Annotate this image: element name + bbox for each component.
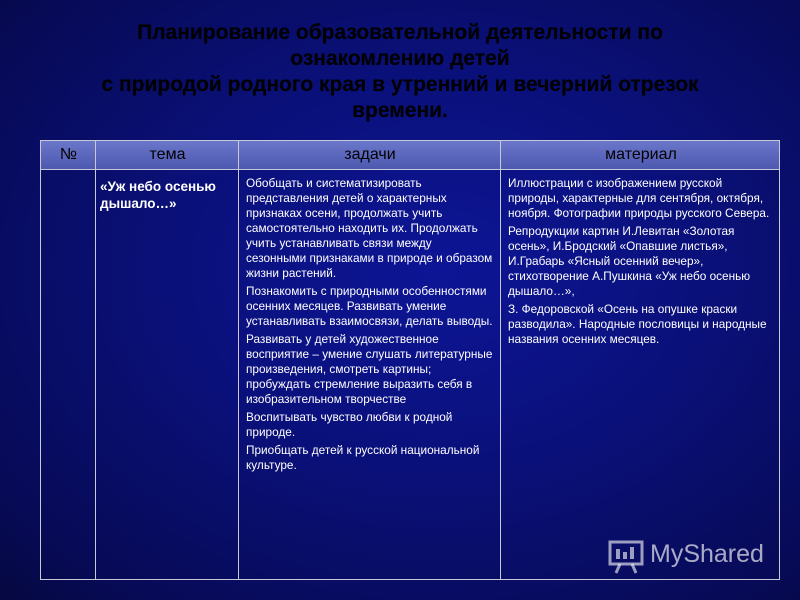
table-header-row: [40, 140, 780, 170]
task-paragraph: Развивать у детей художественное восприятие – умение слушать литературные произведения, смотреть картины; пробуждать стремление выразить себя в изобразительном творчестве: [246, 332, 493, 406]
page-title: [0, 20, 800, 124]
material-paragraph: Иллюстрации с изображением русской природы, характерные для сентября, октября, ноября. Фотографии природы русского Севера.: [508, 176, 770, 220]
title-line-4: времени.: [352, 99, 448, 122]
column-divider-1: [95, 140, 96, 580]
header-topic: тема: [149, 146, 186, 163]
task-paragraph: Воспитывать чувство любви к родной природе.: [246, 410, 453, 439]
task-paragraph: Познакомить с природными особенностями осенних месяцев. Развивать умение устанавливать взаимосвязи, делать выводы.: [246, 284, 493, 328]
header-number: №: [59, 146, 78, 163]
presentation-board-icon: [606, 536, 646, 576]
header-tasks: задачи: [344, 146, 396, 163]
task-paragraph: Приобщать детей к русской национальной культуре.: [246, 443, 480, 472]
material-paragraph: З. Федоровской «Осень на опушке краски разводила». Народные пословицы и народные названия осенних месяцев.: [508, 302, 767, 346]
title-line-2: ознакомлению детей: [290, 47, 510, 70]
header-materials: материал: [605, 146, 677, 163]
column-divider-3: [500, 140, 501, 580]
watermark-text: MyShared: [650, 540, 764, 568]
column-divider-2: [238, 140, 239, 580]
material-paragraph: Репродукции картин И.Левитан «Золотая осень», И.Бродский «Опавшие листья», И.Грабарь «Ясный осенний вечер», стихотворение А.Пушкина «Уж небо осенью дышало…»,: [508, 224, 751, 298]
topic-cell: «Уж небо осенью дышало…»: [100, 179, 216, 211]
title-line-1: Планирование образовательной деятельности по: [137, 21, 663, 44]
watermark: [606, 536, 796, 576]
planning-table: [40, 140, 780, 580]
tasks-cell: [246, 176, 494, 476]
task-paragraph: Обобщать и систематизировать представления детей о характерных признаках осени, продолжать учить самостоятельно находить их. Продолжать учить устанавливать связи между сезонными признаками в природе и образом жизни растений.: [246, 176, 493, 280]
title-line-3: с природой родного края в утренний и вечерний отрезок: [101, 73, 699, 96]
materials-cell: [508, 176, 776, 350]
